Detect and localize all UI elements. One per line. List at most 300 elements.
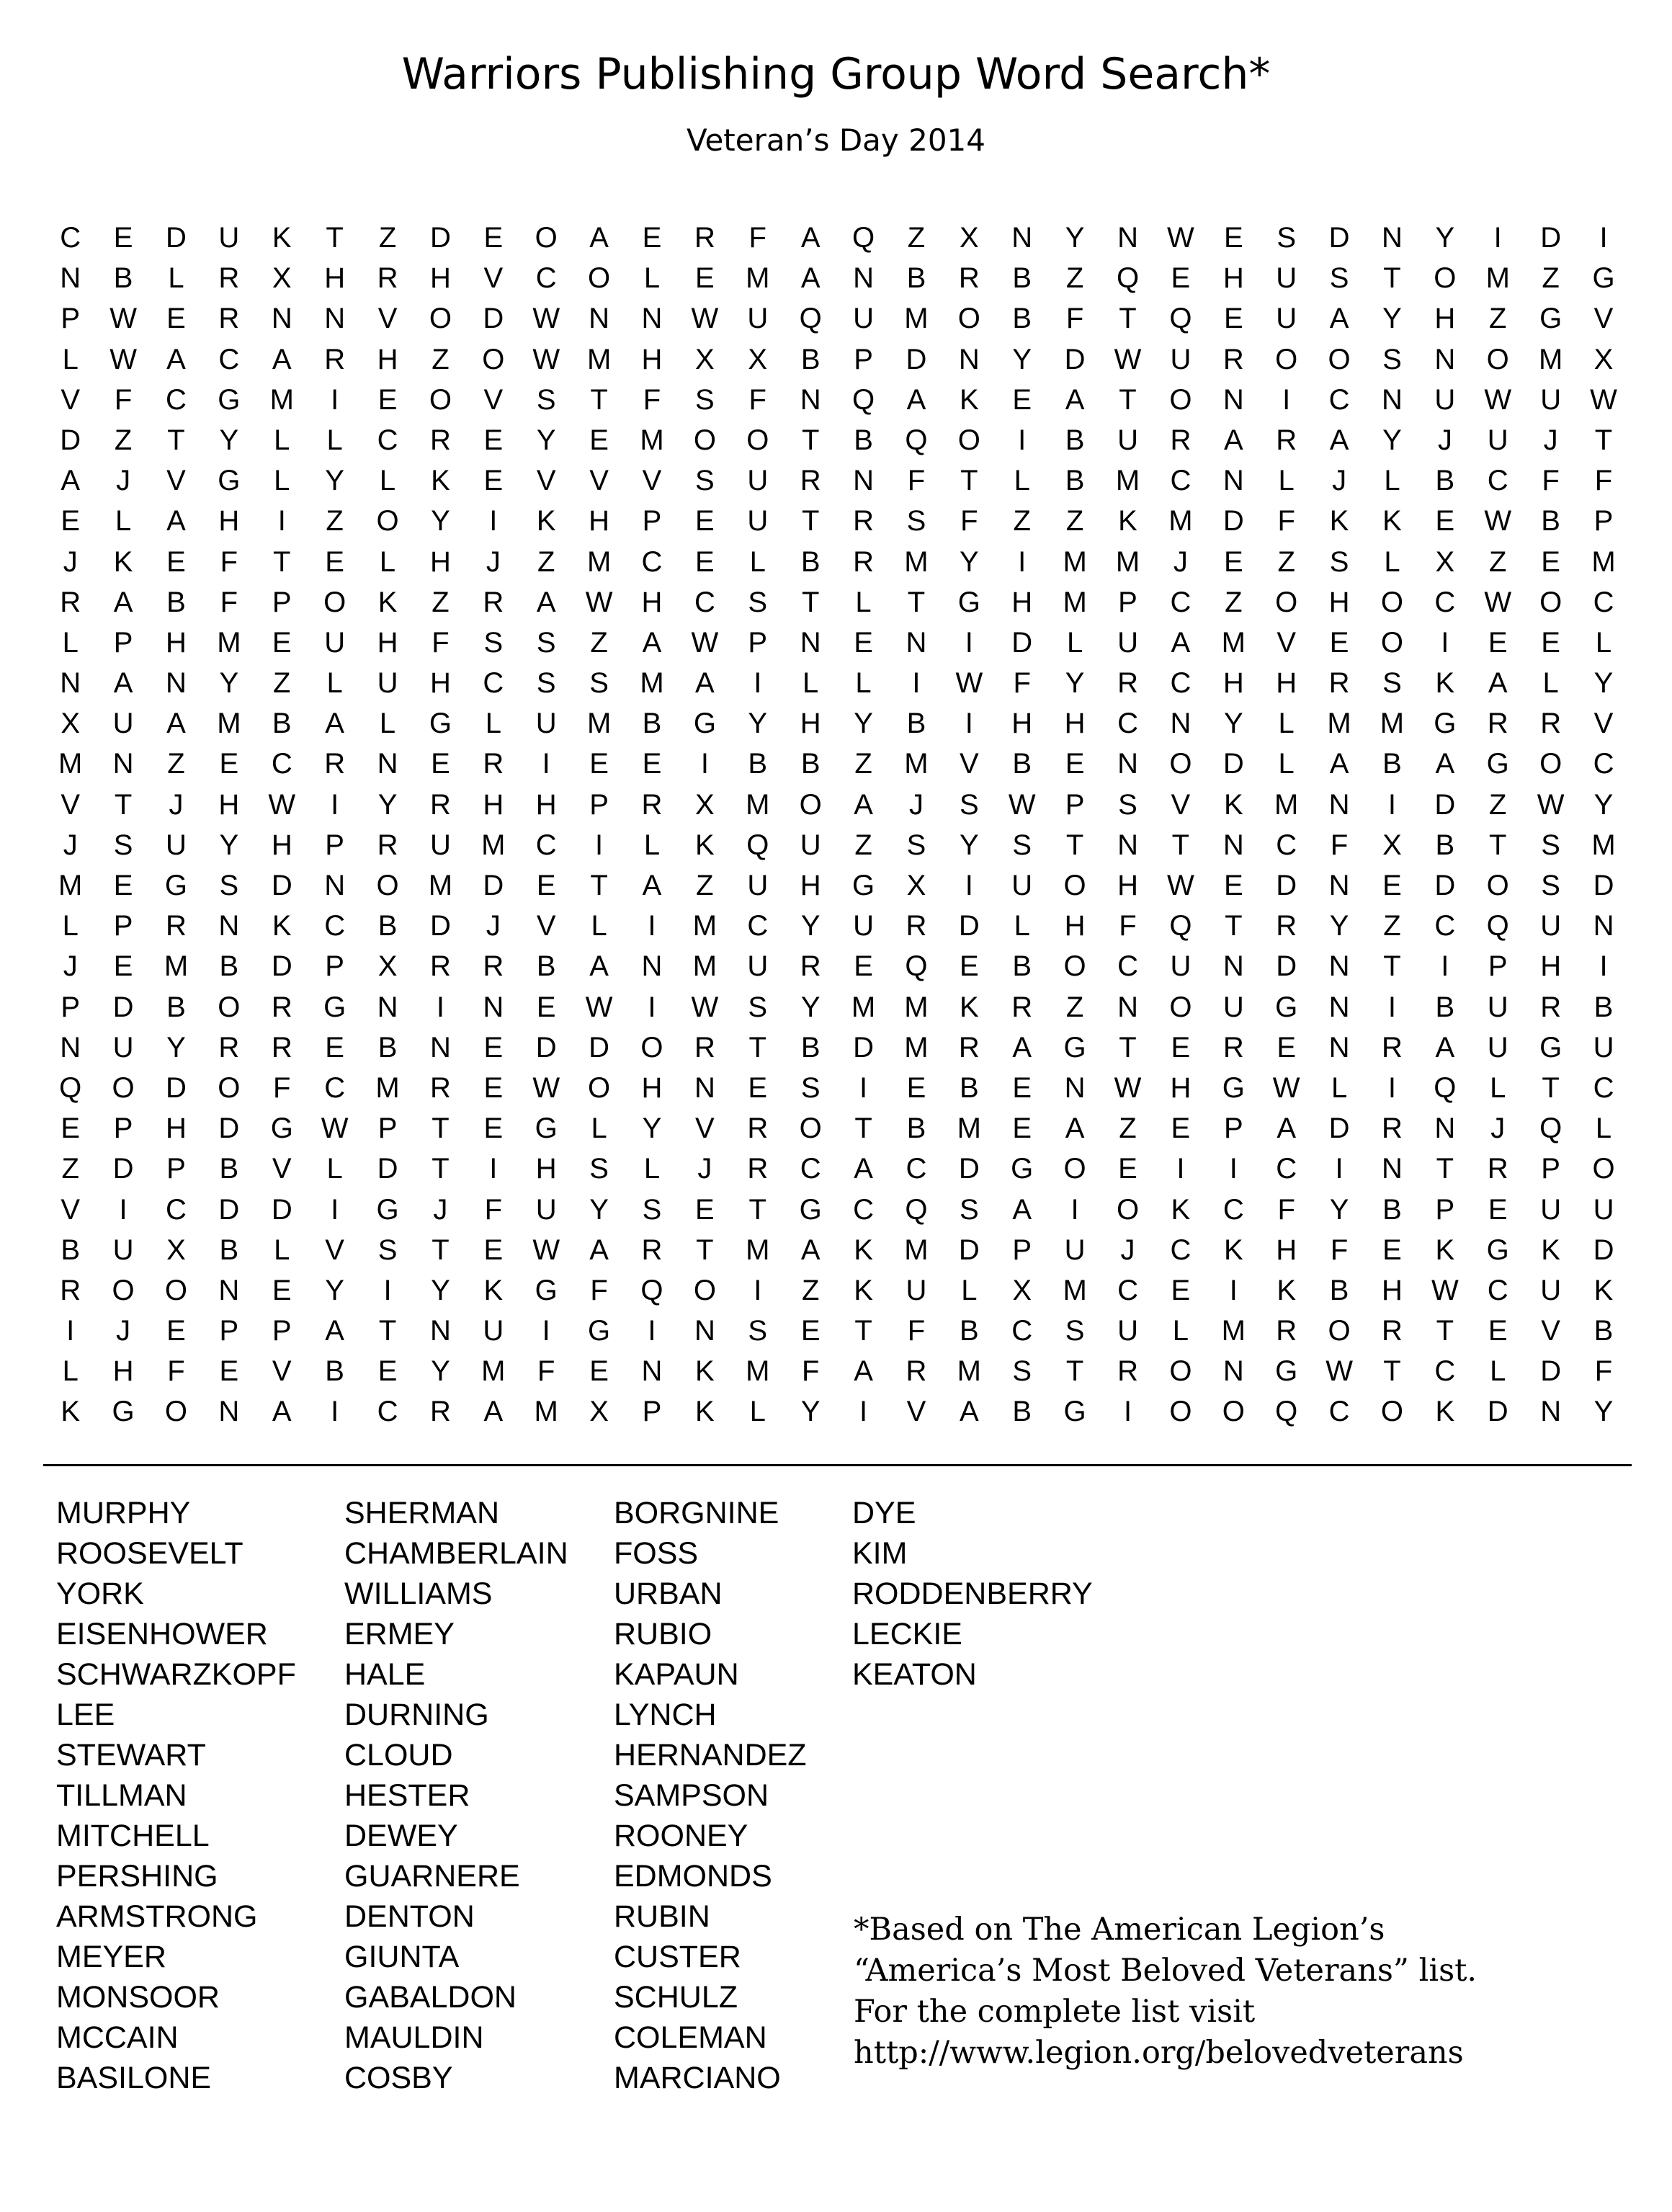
grid-letter: E (748, 1071, 768, 1104)
grid-letter: I (648, 991, 656, 1023)
grid-letter: D (271, 1193, 292, 1226)
grid-letter: A (1329, 748, 1349, 780)
grid-letter: Y (1382, 424, 1402, 456)
grid-letter: T (1383, 1355, 1401, 1388)
grid-letter: L (168, 262, 184, 295)
grid-letter: V (325, 1234, 344, 1266)
grid-letter: D (1540, 1355, 1562, 1388)
word-list-column-2 (344, 1493, 568, 2098)
grid-letter: Z (378, 222, 397, 254)
grid-letter: R (1540, 991, 1562, 1023)
word-list-item: YORK (56, 1577, 144, 1611)
grid-letter: J (63, 829, 78, 861)
grid-letter: I (648, 1315, 656, 1347)
grid-letter: Y (800, 1396, 821, 1428)
grid-letter: D (483, 303, 504, 335)
grid-letter: Q (1539, 1112, 1563, 1145)
grid-letter: U (906, 1274, 927, 1306)
grid-letter: A (1329, 303, 1349, 335)
grid-letter: N (589, 303, 610, 335)
grid-letter: G (1539, 1031, 1563, 1063)
grid-letter: G (323, 991, 347, 1023)
grid-letter: O (1063, 1153, 1086, 1185)
grid-letter: O (1222, 1396, 1245, 1428)
grid-letter: Y (219, 829, 239, 861)
grid-letter: D (166, 1071, 187, 1104)
grid-letter: N (166, 667, 187, 700)
grid-letter: M (586, 708, 612, 740)
grid-letter: W (1114, 343, 1142, 375)
grid-letter: B (219, 1153, 239, 1185)
grid-letter: A (166, 343, 186, 375)
grid-letter: L (591, 910, 607, 942)
grid-letter: W (109, 303, 137, 335)
grid-letter: K (1541, 1234, 1560, 1266)
grid-letter: O (1063, 950, 1086, 983)
grid-letter: D (589, 1031, 610, 1063)
grid-letter: D (377, 1153, 398, 1185)
grid-letter: I (489, 1153, 498, 1185)
grid-letter: T (432, 1234, 450, 1266)
grid-letter: Z (801, 1274, 820, 1306)
grid-letter: R (1382, 1315, 1403, 1347)
page-subtitle: Veteran’s Day 2014 (687, 122, 985, 158)
grid-letter: I (1282, 383, 1291, 416)
grid-letter: I (965, 870, 973, 901)
grid-letter: E (1012, 1071, 1032, 1104)
grid-letter: N (112, 748, 134, 780)
grid-letter: K (272, 910, 292, 942)
grid-letter: P (272, 586, 292, 618)
grid-letter: N (800, 626, 821, 659)
grid-letter: E (1171, 1274, 1191, 1306)
grid-letter: E (695, 262, 715, 295)
grid-letter: C (1276, 1153, 1297, 1185)
grid-letter: T (1065, 1355, 1084, 1388)
grid-letter: Y (589, 1193, 609, 1226)
grid-letter: W (691, 303, 719, 335)
grid-letter: E (1329, 626, 1349, 659)
grid-letter: H (429, 545, 451, 578)
grid-letter: T (1436, 1315, 1454, 1347)
grid-letter: E (695, 505, 715, 538)
grid-letter: L (1384, 545, 1400, 578)
grid-letter: Q (851, 383, 875, 416)
grid-letter: M (1221, 1315, 1246, 1347)
word-list-column-3 (614, 1493, 807, 2098)
grid-letter: T (1594, 424, 1613, 456)
word-list-item: URBAN (614, 1577, 723, 1611)
grid-letter: B (1435, 991, 1455, 1023)
grid-letter: F (432, 626, 450, 659)
grid-letter: G (1592, 262, 1615, 295)
grid-letter: F (1330, 829, 1349, 861)
grid-letter: F (1330, 1234, 1349, 1266)
grid-letter: O (957, 303, 980, 335)
grid-letter: A (854, 1153, 873, 1185)
grid-letter: E (642, 222, 662, 254)
grid-letter: J (116, 465, 131, 497)
grid-letter: O (429, 383, 452, 416)
grid-letter: O (482, 343, 505, 375)
grid-letter: P (1488, 950, 1508, 983)
grid-letter: R (377, 829, 398, 861)
grid-letter: Y (431, 1355, 450, 1388)
word-list-item: GUARNERE (344, 1859, 520, 1894)
grid-letter: F (907, 465, 926, 497)
grid-letter: T (854, 1315, 872, 1347)
grid-letter: F (1277, 1193, 1295, 1226)
grid-letter: Y (219, 667, 239, 700)
word-list-item: MONSOOR (56, 1980, 220, 2015)
grid-letter: I (1599, 222, 1608, 254)
grid-letter: L (1595, 626, 1612, 659)
grid-letter: R (906, 910, 927, 942)
grid-letter: Y (1065, 222, 1085, 254)
grid-letter: B (800, 343, 821, 375)
grid-letter: K (1329, 505, 1349, 538)
grid-letter: C (1487, 1274, 1508, 1306)
grid-letter: O (746, 424, 769, 456)
grid-letter: N (1117, 748, 1138, 780)
grid-letter: Y (536, 424, 556, 456)
grid-letter: O (1169, 991, 1192, 1023)
grid-letter: A (1223, 424, 1243, 456)
grid-letter: J (486, 910, 501, 942)
grid-letter: F (907, 1315, 926, 1347)
word-list-item: ROOSEVELT (56, 1536, 243, 1571)
grid-letter: D (1276, 950, 1297, 983)
grid-letter: B (377, 1031, 398, 1063)
grid-letter: U (1540, 1193, 1562, 1226)
grid-letter: J (433, 1193, 448, 1226)
grid-letter: I (1229, 1153, 1238, 1185)
grid-letter: U (853, 910, 874, 942)
grid-letter: H (1222, 667, 1244, 700)
grid-letter: L (855, 667, 872, 700)
grid-letter: N (1222, 383, 1244, 416)
grid-letter: H (535, 1153, 557, 1185)
grid-letter: R (429, 1071, 451, 1104)
grid-letter: X (959, 222, 979, 254)
grid-letter: F (643, 383, 661, 416)
grid-letter: C (1434, 586, 1456, 618)
grid-letter: O (376, 505, 399, 538)
grid-letter: W (1484, 586, 1512, 618)
grid-letter: S (589, 1153, 609, 1185)
grid-letter: B (959, 1315, 979, 1347)
word-list-item: MAULDIN (344, 2020, 484, 2055)
grid-letter: I (331, 383, 339, 416)
grid-letter: U (747, 465, 769, 497)
grid-letter: R (1276, 1315, 1297, 1347)
grid-letter: L (1014, 465, 1030, 497)
grid-letter: S (1329, 545, 1349, 578)
grid-letter: O (164, 1274, 188, 1306)
grid-letter: U (1593, 1193, 1614, 1226)
grid-letter: T (1171, 829, 1190, 861)
grid-letter: Z (432, 343, 450, 375)
grid-letter: S (1541, 870, 1560, 901)
grid-letter: U (1276, 262, 1297, 295)
grid-letter: A (800, 262, 821, 295)
grid-letter: E (219, 748, 239, 780)
grid-letter: M (58, 870, 83, 901)
grid-letter: J (697, 1153, 712, 1185)
grid-letter: F (114, 383, 133, 416)
grid-letter: K (272, 222, 292, 254)
grid-letter: O (1169, 748, 1192, 780)
grid-letter: N (1328, 870, 1350, 901)
grid-letter: R (166, 910, 187, 942)
grid-letter: E (1065, 748, 1085, 780)
grid-letter: O (799, 788, 822, 821)
grid-letter: J (169, 788, 184, 821)
grid-letter: S (906, 505, 926, 538)
grid-letter: R (429, 788, 451, 821)
grid-letter: E (1277, 1031, 1297, 1063)
grid-letter: E (642, 748, 662, 780)
grid-letter: E (113, 222, 133, 254)
grid-letter: H (1011, 708, 1033, 740)
grid-letter: G (957, 586, 980, 618)
grid-letter: V (536, 910, 556, 942)
word-list-column-4 (852, 1493, 1093, 1695)
grid-letter: Z (1489, 303, 1507, 335)
grid-letter: N (694, 1071, 715, 1104)
grid-letter: R (800, 950, 821, 983)
grid-letter: A (800, 222, 821, 254)
grid-letter: O (112, 1071, 135, 1104)
grid-letter: T (1119, 383, 1137, 416)
grid-letter: B (1435, 829, 1455, 861)
grid-letter: M (746, 262, 770, 295)
grid-letter: C (1487, 465, 1508, 497)
grid-letter: U (1117, 424, 1138, 456)
grid-letter: K (1435, 1396, 1455, 1428)
grid-letter: N (853, 262, 874, 295)
word-list-item: RUBIN (614, 1899, 710, 1934)
grid-letter: I (754, 667, 762, 700)
grid-letter: Q (905, 1193, 928, 1226)
grid-letter: A (589, 1234, 609, 1266)
grid-letter: K (1223, 788, 1243, 821)
grid-letter: C (641, 545, 663, 578)
grid-letter: B (1382, 748, 1402, 780)
grid-letter: M (1327, 708, 1351, 740)
grid-letter: A (272, 343, 292, 375)
word-list-item: STEWART (56, 1738, 206, 1772)
grid-letter: H (377, 626, 398, 659)
grid-letter: U (218, 222, 240, 254)
grid-letter: K (695, 1396, 715, 1428)
grid-letter: C (1276, 829, 1297, 861)
grid-letter: G (1486, 1234, 1509, 1266)
grid-letter: R (906, 1355, 927, 1388)
grid-letter: V (1171, 788, 1191, 821)
grid-letter: N (377, 748, 398, 780)
grid-letter: Z (590, 626, 608, 659)
word-list-item: CUSTER (614, 1940, 741, 1974)
grid-letter: L (1384, 465, 1400, 497)
grid-letter: D (1222, 505, 1244, 538)
grid-letter: D (1593, 870, 1614, 901)
grid-letter: D (218, 1112, 240, 1145)
grid-letter: Q (640, 1274, 663, 1306)
grid-letter: H (641, 586, 663, 618)
grid-letter: E (854, 626, 873, 659)
grid-letter: N (1011, 222, 1033, 254)
grid-letter: R (694, 1031, 715, 1063)
grid-letter: C (377, 1396, 398, 1428)
grid-letter: L (855, 586, 872, 618)
grid-letter: O (1486, 343, 1509, 375)
grid-letter: Q (1116, 262, 1140, 295)
grid-letter: D (429, 910, 451, 942)
grid-letter: Z (1542, 262, 1560, 295)
grid-letter: Q (746, 829, 769, 861)
grid-letter: Y (431, 1274, 450, 1306)
grid-letter: E (325, 1031, 344, 1063)
grid-letter: K (1223, 1234, 1243, 1266)
grid-letter: L (1278, 748, 1295, 780)
grid-letter: U (1540, 910, 1562, 942)
grid-letter: P (272, 1315, 292, 1347)
grid-letter: W (532, 1234, 560, 1266)
grid-letter: G (164, 870, 188, 901)
grid-letter: W (109, 343, 137, 375)
grid-letter: Z (854, 829, 872, 861)
grid-letter: B (1012, 748, 1032, 780)
grid-letter: S (1382, 667, 1402, 700)
grid-letter: U (1117, 1315, 1138, 1347)
grid-letter: S (642, 1193, 662, 1226)
grid-letter: F (590, 1274, 608, 1306)
grid-letter: G (535, 1112, 558, 1145)
grid-letter: O (1063, 870, 1086, 901)
grid-letter: N (1117, 829, 1138, 861)
grid-letter: O (1328, 1315, 1351, 1347)
grid-letter: R (1276, 910, 1297, 942)
grid-letter: N (906, 626, 927, 659)
grid-letter: Q (1169, 303, 1192, 335)
grid-letter: T (748, 1031, 766, 1063)
grid-letter: B (219, 1234, 239, 1266)
grid-letter: K (854, 1274, 873, 1306)
grid-letter: S (1118, 788, 1137, 821)
word-list-item: SCHULZ (614, 1980, 738, 2015)
grid-letter: H (1328, 586, 1350, 618)
grid-letter: Y (800, 991, 821, 1023)
grid-letter: D (1011, 626, 1033, 659)
grid-letter: U (112, 1234, 134, 1266)
grid-letter: Y (1012, 343, 1032, 375)
grid-letter: E (61, 505, 81, 538)
grid-letter: S (483, 626, 504, 659)
grid-letter: S (1541, 829, 1560, 861)
grid-letter: R (429, 950, 451, 983)
word-list-item: MURPHY (56, 1496, 191, 1530)
grid-letter: T (1542, 1071, 1560, 1104)
grid-letter: A (642, 870, 662, 901)
grid-letter: E (166, 1315, 186, 1347)
grid-letter: D (1434, 870, 1456, 901)
grid-letter: I (965, 626, 973, 659)
grid-letter: K (1435, 1234, 1455, 1266)
grid-letter: H (1276, 1234, 1297, 1266)
grid-letter: Y (800, 910, 821, 942)
grid-letter: K (377, 586, 398, 618)
grid-letter: M (481, 829, 506, 861)
grid-letter: N (1222, 1355, 1244, 1388)
grid-letter: L (326, 667, 343, 700)
grid-letter: T (167, 424, 185, 456)
grid-letter: A (1012, 1193, 1032, 1226)
grid-letter: R (853, 505, 874, 538)
grid-letter: U (112, 1031, 134, 1063)
grid-letter: D (166, 222, 187, 254)
grid-letter: U (1222, 991, 1244, 1023)
grid-letter: E (166, 545, 186, 578)
grid-letter: L (274, 465, 290, 497)
grid-letter: Y (748, 708, 768, 740)
grid-letter: U (1170, 343, 1192, 375)
grid-letter: J (63, 950, 78, 983)
grid-letter: W (1537, 788, 1565, 821)
grid-letter: C (1011, 1315, 1033, 1347)
grid-letter: X (166, 1234, 186, 1266)
grid-letter: R (483, 950, 504, 983)
grid-letter: A (589, 950, 609, 983)
grid-letter: H (589, 505, 610, 538)
grid-letter: I (595, 829, 604, 861)
grid-letter: Z (1013, 505, 1031, 538)
word-list-item: CLOUD (344, 1738, 453, 1772)
grid-letter: E (377, 383, 398, 416)
grid-letter: H (800, 708, 821, 740)
grid-letter: A (113, 586, 133, 618)
grid-letter: W (1167, 870, 1194, 901)
grid-letter: B (800, 545, 821, 578)
grid-letter: M (58, 748, 83, 780)
grid-letter: Z (854, 748, 872, 780)
grid-letter: Y (854, 708, 873, 740)
grid-letter: E (695, 1193, 715, 1226)
grid-letter: T (801, 424, 820, 456)
grid-letter: F (537, 1355, 555, 1388)
grid-letter: F (220, 586, 238, 618)
grid-letter: P (1435, 1193, 1455, 1226)
grid-letter: R (747, 1153, 769, 1185)
grid-letter: O (1592, 1153, 1615, 1185)
grid-letter: C (271, 748, 292, 780)
grid-letter: S (113, 829, 133, 861)
grid-letter: S (536, 626, 556, 659)
grid-letter: C (166, 1193, 187, 1226)
grid-letter: L (274, 1234, 290, 1266)
grid-letter: L (1172, 1315, 1189, 1347)
grid-letter: L (1331, 1071, 1348, 1104)
grid-letter: K (536, 505, 556, 538)
grid-letter: M (692, 910, 717, 942)
grid-letter: I (542, 748, 550, 780)
grid-letter: A (1435, 1031, 1455, 1063)
grid-letter: T (1225, 910, 1243, 942)
grid-letter: L (115, 505, 132, 538)
grid-letter: L (643, 829, 661, 861)
grid-letter: U (1170, 950, 1192, 983)
grid-letter: S (1065, 1315, 1085, 1347)
